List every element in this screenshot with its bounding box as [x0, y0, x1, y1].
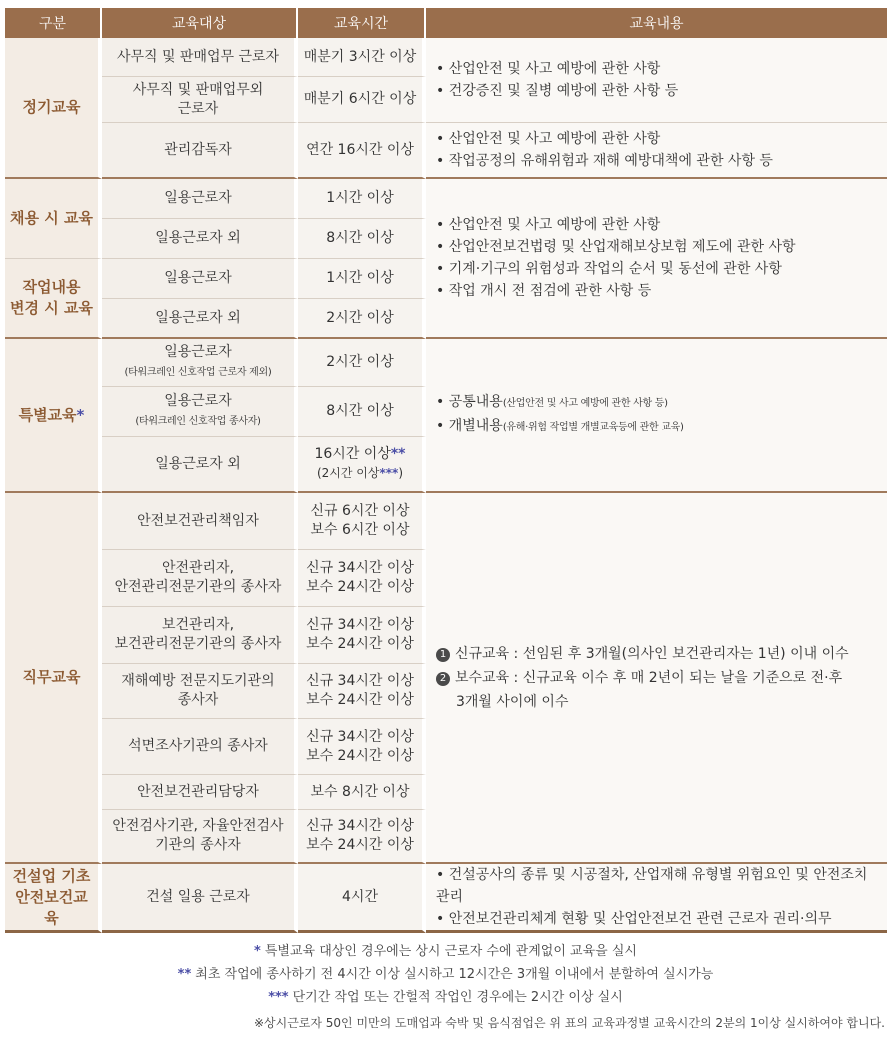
category-job: 직무교육 [5, 493, 102, 864]
content-line [436, 642, 883, 666]
hours-line: 신규 34시간 이상 [306, 673, 414, 689]
content-text: 신규교육 : 선임된 후 3개월(의사인 보건관리자는 1년) 이내 이수 [455, 645, 849, 662]
content-main: 공통내용 [448, 394, 503, 410]
table-row [5, 339, 887, 387]
target-cell: 건설 일용 근로자 [102, 864, 298, 933]
hours-cell: 보수 8시간 이상 [298, 775, 426, 810]
content-bullet: • 산업안전 및 사고 예방에 관한 사항 [436, 214, 883, 236]
target-cell: 일용근로자 외 [102, 219, 298, 259]
target-sub: (타워크레인 신호작업 종사자) [135, 416, 261, 427]
note-text: 최초 작업에 종사하기 전 4시간 이상 실시하고 12시간은 3개월 이내에서 분할하여 실시가능 [195, 967, 714, 982]
target-line: 일용근로자 [164, 393, 232, 409]
target-cell: 일용근로자 외 [102, 299, 298, 339]
hours-cell [298, 493, 426, 550]
category-line: 안전보건교육 [15, 887, 88, 927]
content-bullet: • 건설공사의 종류 및 시공절차, 산업재해 유형별 위험요인 및 안전조치 관리 [436, 864, 883, 908]
education-table [5, 8, 887, 933]
category-line: 건설업 기초 [12, 866, 91, 885]
hours-cell: 8시간 이상 [298, 219, 426, 259]
header-target: 교육대상 [102, 8, 298, 38]
hours-cell: 4시간 [298, 864, 426, 933]
note-line [0, 963, 891, 986]
hours-line: 신규 6시간 이상 [310, 503, 410, 519]
target-line: 일용근로자 [164, 344, 232, 360]
hours-cell [298, 607, 426, 664]
hours-line: 신규 34시간 이상 [306, 617, 414, 633]
double-asterisk-mark: ** [390, 446, 406, 462]
content-bullet: • 작업공정의 유해위험과 재해 예방대책에 관한 사항 등 [436, 150, 883, 172]
hours-cell: 연간 16시간 이상 [298, 123, 426, 179]
hours-cell [298, 550, 426, 607]
content-sub: (산업안전 및 사고 예방에 관한 사항 등) [502, 398, 668, 409]
target-line: 재해예방 전문지도기관의 [121, 673, 275, 689]
hours-line: 보수 24시간 이상 [306, 636, 414, 652]
target-line: 안전검사기관, 자율안전검사 [112, 818, 284, 834]
hours-line: 신규 34시간 이상 [306, 560, 414, 576]
note-text: 특별교육 대상인 경우에는 상시 근로자 수에 관계없이 교육을 실시 [264, 944, 637, 959]
note-mark: *** [268, 990, 289, 1005]
table-row [5, 123, 887, 179]
target-cell: 석면조사기관의 종사자 [102, 719, 298, 775]
note-line [0, 940, 891, 963]
target-cell [102, 810, 298, 864]
category-label: 특별교육 [18, 405, 77, 424]
content-main: 개별내용 [448, 418, 503, 434]
note-text: 단기간 작업 또는 간헐적 작업인 경우에는 2시간 이상 실시 [292, 990, 623, 1005]
content-bullet: • 작업 개시 전 점검에 관한 사항 등 [436, 280, 883, 302]
hours-cell: 2시간 이상 [298, 339, 426, 387]
content-cell [426, 123, 887, 179]
asterisk-mark: * [76, 405, 85, 424]
target-cell: 안전보건관리책임자 [102, 493, 298, 550]
table-row [5, 179, 887, 219]
target-line: 보건관리전문기관의 종사자 [114, 636, 282, 652]
category-regular: 정기교육 [5, 38, 102, 179]
hours-cell: 1시간 이상 [298, 259, 426, 299]
target-cell: 일용근로자 [102, 179, 298, 219]
note-mark: ** [177, 967, 192, 982]
category-line: 작업내용 [22, 278, 81, 296]
target-cell [102, 339, 298, 387]
target-cell [102, 550, 298, 607]
target-cell [102, 664, 298, 719]
target-line: 기관의 종사자 [155, 837, 241, 853]
target-cell: 일용근로자 외 [102, 437, 298, 493]
hours-line: 보수 6시간 이상 [310, 522, 410, 538]
hours-cell: 매분기 6시간 이상 [298, 77, 426, 123]
content-bullet: • 산업안전 및 사고 예방에 관한 사항 [436, 58, 883, 80]
table-row [5, 493, 887, 550]
content-sub: (유해·위험 작업별 개별교육등에 관한 교육) [502, 422, 684, 433]
target-sub: (타워크레인 신호작업 근로자 제외) [124, 367, 272, 378]
header-hours: 교육시간 [298, 8, 426, 38]
note-mark: * [254, 944, 261, 959]
target-line: 사무직 및 판매업무외 [132, 81, 264, 98]
triple-asterisk-mark: *** [379, 466, 399, 480]
target-line: 근로자 [177, 100, 219, 117]
content-cell [426, 38, 887, 123]
number-one-icon: 1 [436, 648, 450, 662]
target-cell: 사무직 및 판매업무 근로자 [102, 38, 298, 77]
content-bullet: • 안전보건관리체계 현황 및 산업안전보건 관련 근로자 권리·의무 [436, 908, 883, 930]
table-row [5, 864, 887, 933]
hours-cell: 1시간 이상 [298, 179, 426, 219]
content-cell [426, 864, 887, 933]
content-text: 보수교육 : 신규교육 이수 후 매 2년이 되는 날을 기준으로 전·후 [455, 669, 843, 686]
content-cell [426, 493, 887, 864]
category-hiring: 채용 시 교육 [5, 179, 102, 259]
hours-line: 보수 24시간 이상 [306, 837, 414, 853]
hours-line: 보수 24시간 이상 [306, 692, 414, 708]
table-row [5, 38, 887, 77]
target-cell [102, 607, 298, 664]
content-bullet: • 산업안전보건법령 및 산업재해보상보험 제도에 관한 사항 [436, 236, 883, 258]
hours-line-end: ) [398, 466, 403, 480]
hours-line: 보수 24시간 이상 [306, 579, 414, 595]
target-cell: 일용근로자 [102, 259, 298, 299]
target-cell [102, 387, 298, 437]
hours-cell [298, 437, 426, 493]
hours-line: 신규 34시간 이상 [306, 818, 414, 834]
category-line: 변경 시 교육 [10, 299, 93, 317]
content-bullet: • 건강증진 및 질병 예방에 관한 사항 등 [436, 80, 883, 102]
hours-cell [298, 719, 426, 775]
footnote: ※상시근로자 50인 미만의 도매업과 숙박 및 음식점업은 위 표의 교육과정별 교육시간의 2분의 1이상 실시하여야 합니다. [253, 1016, 885, 1030]
category-change [5, 259, 102, 339]
hours-cell: 2시간 이상 [298, 299, 426, 339]
table-header-row [5, 8, 887, 38]
hours-line: 신규 34시간 이상 [306, 728, 414, 745]
target-line: 안전관리전문기관의 종사자 [114, 579, 282, 595]
content-cell [426, 339, 887, 493]
target-line: 안전관리자, [161, 560, 235, 576]
target-line: 보건관리자, [161, 617, 235, 633]
number-two-icon: 2 [436, 672, 450, 686]
target-cell [102, 77, 298, 123]
hours-cell [298, 810, 426, 864]
category-construction [5, 864, 102, 933]
hours-cell [298, 664, 426, 719]
content-line: 3개월 사이에 이수 [456, 693, 569, 710]
content-bullet [436, 415, 883, 439]
hours-line: (2시간 이상 [316, 466, 380, 480]
hours-line: 보수 24시간 이상 [306, 747, 414, 764]
header-content: 교육내용 [426, 8, 887, 38]
hours-cell: 8시간 이상 [298, 387, 426, 437]
notes-section [0, 940, 891, 1035]
content-cell [426, 179, 887, 339]
hours-line: 16시간 이상 [314, 446, 391, 462]
target-line: 종사자 [177, 692, 219, 708]
target-cell: 관리감독자 [102, 123, 298, 179]
hours-cell: 매분기 3시간 이상 [298, 38, 426, 77]
target-cell: 안전보건관리담당자 [102, 775, 298, 810]
header-category: 구분 [5, 8, 102, 38]
content-bullet: • 기계·기구의 위험성과 작업의 순서 및 동선에 관한 사항 [436, 258, 883, 280]
category-special [5, 339, 102, 493]
content-bullet: • 산업안전 및 사고 예방에 관한 사항 [436, 128, 883, 150]
note-line [0, 986, 891, 1009]
content-line [436, 666, 883, 690]
content-bullet [436, 391, 883, 415]
